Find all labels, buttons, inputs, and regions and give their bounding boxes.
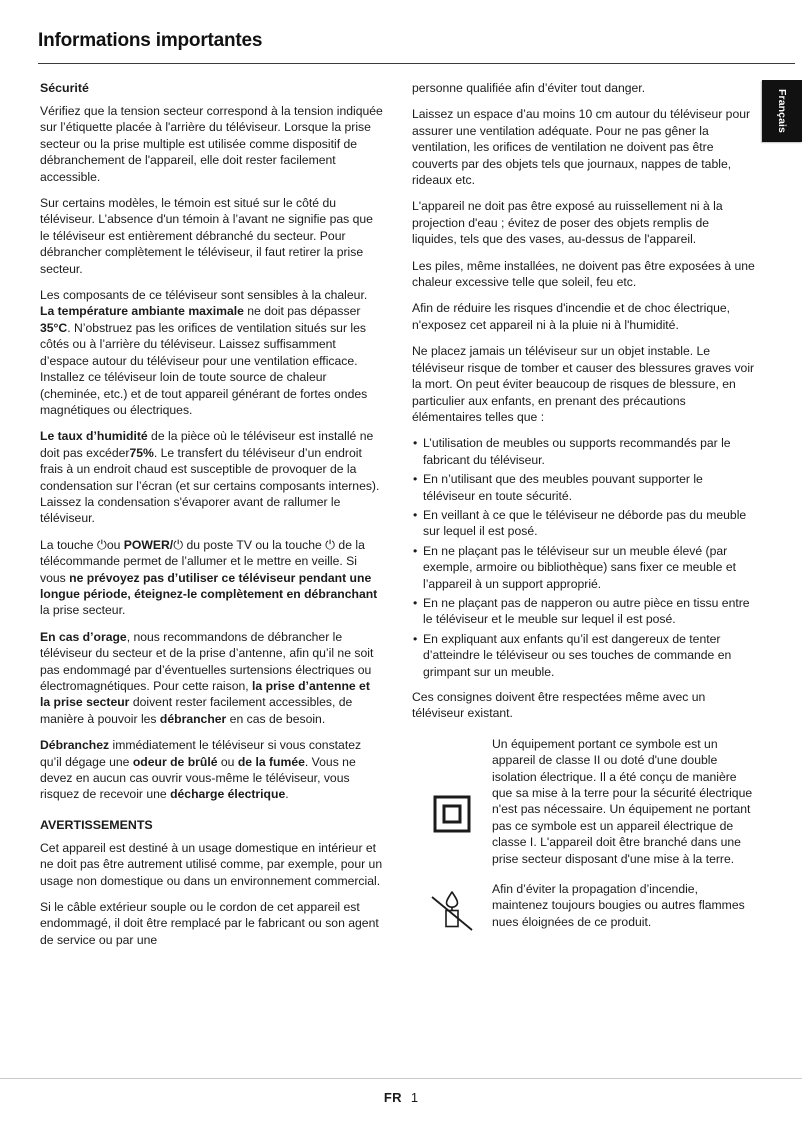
bullet-dot-icon: •: [413, 472, 418, 487]
text-humidity-bold: Le taux d’humidité: [40, 429, 148, 444]
header-divider: [38, 63, 795, 64]
power-icon-1: ⏻: [96, 536, 107, 552]
text-smoke-h: .: [285, 787, 289, 802]
text-smoke-d: ou: [217, 754, 238, 769]
left-column: [40, 80, 383, 948]
page-title: Informations importantes: [38, 30, 263, 51]
text-heat-e: . N’obstruez pas les orifices de ventilation situés sur les côtés ou à l’arrière du téléviseur. Laissez suffisamment d’espace autour du téléviseur pour une ventilation efficace. Installez ce téléviseur loin de toute source de chaleur (cheminée, etc.) et de tout appareil générant de fortes ondes magnétiques ou électriques.: [40, 320, 368, 417]
language-tab-francais: [762, 80, 802, 142]
text-storm-b: , nous recommandons de débrancher le téléviseur du secteur et de la prise d’antenne, afin qu’il ne soit pas endommagé par d’éventuelles surtensions électriques ou électromagnétiques. Pour cette raison,: [40, 629, 374, 693]
right-column: [412, 80, 755, 930]
no-open-flame-candle-icon: [426, 883, 478, 935]
paragraph-power-button: [40, 537, 383, 619]
list-item: [412, 435, 755, 468]
footer-language-code: FR: [383, 1090, 402, 1105]
text-humidity-b: de la pièce où le téléviseur est installé ne doit pas excéder: [40, 429, 374, 460]
text-smoke-bold-smoke: de la fumée: [237, 754, 305, 769]
bullet-dot-icon: •: [413, 631, 418, 646]
text-power-bold-label: POWER/: [123, 537, 174, 552]
text-humidity-bold-percent: 75%: [129, 445, 154, 460]
heading-avertissements: AVERTISSEMENTS: [40, 817, 153, 832]
text-storm-bold-sockets: la prise d’antenne et la prise secteur: [40, 679, 370, 710]
power-icon-2: ⏻: [173, 536, 184, 552]
symbol-note-no-candles: [412, 881, 755, 930]
text-smoke-bold-burning: odeur de brûlé: [132, 754, 218, 769]
paragraph-voltage: Vérifiez que la tension secteur correspond à la tension indiquée sur l’étiquette placée à l'arrière du téléviseur. Lorsque la prise secteur ou la prise multiple est utilisée comme dispositif de débranchement de l'appareil, elle doit rester facilement accessible.: [40, 104, 383, 184]
power-icon-3: ⏻: [325, 536, 336, 552]
text-power-d: du poste TV ou la touche: [183, 537, 326, 552]
paragraph-water: L'appareil ne doit pas être exposé au ruissellement ni à la projection d'eau ; évitez de poser des objets remplis de liquides, tels que des vases, au-dessus de l'appareil.: [412, 199, 723, 247]
text-power-a: La touche: [40, 537, 97, 552]
bullet-dot-icon: •: [413, 507, 418, 522]
text-heat-bold-temp: 35°C: [40, 320, 68, 335]
text-storm-bold-unplug: débrancher: [159, 711, 227, 726]
precautions-list: [412, 435, 755, 680]
paragraph-humidity: [40, 428, 383, 526]
paragraph-ventilation: Laissez un espace d’au moins 10 cm autour du téléviseur pour assurer une ventilation adéquate. Pour ne pas gêner la ventilation, les orifices de ventilation ne doivent pas être couverts par des objets tels que journaux, nappes de table, rideaux etc.: [412, 107, 751, 188]
list-item-label: En ne plaçant pas le téléviseur sur un meuble élevé (par exemple, armoire ou bibliothèque) sans fixer ce meuble et l’appareil à un support approprié.: [423, 543, 736, 591]
paragraph-batteries: Les piles, même installées, ne doivent pas être exposées à une chaleur excessive telle que soleil, feu etc.: [412, 258, 755, 290]
list-item: [412, 595, 755, 628]
paragraph-domestic-use: Cet appareil est destiné à un usage domestique en intérieur et ne doit pas être autrement utilisé comme, par exemple, pour un usage non domestique ou dans un environnement commercial.: [40, 840, 383, 888]
text-power-bold-warning: ne prévoyez pas d’utiliser ce téléviseur pendant une longue période, éteignez-le complètement en débranchant: [40, 570, 378, 601]
list-item: [412, 631, 755, 680]
text-storm-f: en cas de besoin.: [226, 711, 326, 726]
page-footer: [0, 1090, 802, 1105]
text-heat-c: ne doit pas dépasser: [243, 304, 361, 319]
text-heat-a: Les composants de ce téléviseur sont sensibles à la chaleur.: [40, 288, 368, 303]
text-smoke-bold-unplug: Débranchez: [40, 738, 110, 753]
bullet-dot-icon: •: [413, 543, 418, 558]
text-power-b: ou: [106, 537, 124, 552]
list-item: [412, 507, 755, 540]
paragraph-qualified-person: personne qualifiée afin d’éviter tout danger.: [412, 81, 646, 95]
page-header: [38, 30, 764, 52]
footer-page-number: 1: [410, 1090, 419, 1105]
list-item-label: En expliquant aux enfants qu’il est dangereux de tenter d’atteindre le téléviseur ou ses touches de commande en grimpant sur un meuble.: [423, 631, 732, 679]
bullet-dot-icon: •: [413, 436, 418, 451]
symbol-note-class-two-text: Un équipement portant ce symbole est un appareil de classe II ou doté d'une double isolation électrique. Il a été conçu de manière que sa mise à la terre pour la sécurité électrique n'est pas nécessaire. Un équipement ne portant pas ce symbole est un appareil électrique de classe I. L'appareil doit être branché dans une prise secteur disposant d'une mise à la terre.: [492, 736, 753, 866]
text-smoke-f: . Vous ne devez en aucun cas ouvrir vous-même le téléviseur, vous risquez de recevoir une: [40, 754, 356, 802]
paragraph-cable-damage: Si le câble extérieur souple ou le cordon de cet appareil est endommagé, il doit être remplacé par le fabricant ou son agent de service ou par une: [40, 900, 379, 947]
paragraph-indicator: Sur certains modèles, le témoin est situé sur le côté du téléviseur. L’absence d'un témoin à l’avant ne signifie pas que le téléviseur est entièrement débranché du secteur. Pour débrancher complètement le téléviseur, il faut retirer la prise secteur.: [40, 196, 373, 276]
list-item-label: En ne plaçant pas de napperon ou autre pièce en tissu entre le téléviseur et le meuble sur lequel il est posé.: [423, 595, 750, 627]
list-item-label: L’utilisation de meubles ou supports recommandés par le fabricant du téléviseur.: [423, 436, 731, 467]
list-item: [412, 471, 755, 504]
symbol-note-class-two: [412, 736, 755, 867]
language-tab-label: Français: [776, 89, 788, 133]
text-heat-bold-ambient: La température ambiante maximale: [40, 304, 244, 319]
text-smoke-b: immédiatement le téléviseur si vous constatez qu’il dégage une: [40, 738, 362, 769]
paragraph-storm: [40, 629, 383, 727]
text-storm-bold: En cas d’orage: [40, 629, 127, 644]
text-storm-d: doivent rester facilement accessibles, de manière à pouvoir les: [40, 695, 353, 726]
text-humidity-d: . Le transfert du téléviseur d’un endroit frais à un endroit chaud est susceptible de provoquer de la condensation sur l’écran (et sur certains composants internes). Laissez la condensation s'évaporer avant de rallumer le téléviseur.: [40, 445, 380, 526]
footer-divider: [0, 1078, 802, 1079]
text-power-g: la prise secteur.: [40, 603, 126, 618]
class-ii-double-insulation-icon: [426, 788, 478, 840]
paragraph-fire-shock: Afin de réduire les risques d'incendie et de choc électrique, n'exposez cet appareil ni à la pluie ni à l'humidité.: [412, 301, 731, 332]
text-power-e: de la télécommande permet de l’allumer et le mettre en veille. Si vous: [40, 537, 365, 585]
symbol-note-no-candles-text: Afin d’éviter la propagation d’incendie, maintenez toujours bougies ou autres flammes nues éloignées de ce produit.: [492, 882, 745, 929]
paragraph-heat: [40, 287, 383, 418]
paragraph-tipover: Ne placez jamais un téléviseur sur un objet instable. Le téléviseur risque de tomber et causer des blessures graves voir la mort. On peut éviter beaucoup de risques de blessure, en particulier aux enfants, en prenant des précautions élémentaires telles que :: [412, 344, 755, 424]
list-item: [412, 543, 755, 592]
paragraph-unplug-smoke: [40, 737, 383, 803]
bullet-dot-icon: •: [413, 595, 418, 610]
list-item-label: En veillant à ce que le téléviseur ne déborde pas du meuble sur lequel il est posé.: [423, 507, 747, 539]
heading-securite: Sécurité: [40, 81, 89, 95]
text-smoke-bold-shock: décharge électrique: [170, 787, 286, 802]
list-item-label: En n’utilisant que des meubles pouvant supporter le téléviseur en toute sécurité.: [423, 472, 703, 503]
paragraph-existing-tv: Ces consignes doivent être respectées même avec un téléviseur existant.: [412, 690, 706, 721]
